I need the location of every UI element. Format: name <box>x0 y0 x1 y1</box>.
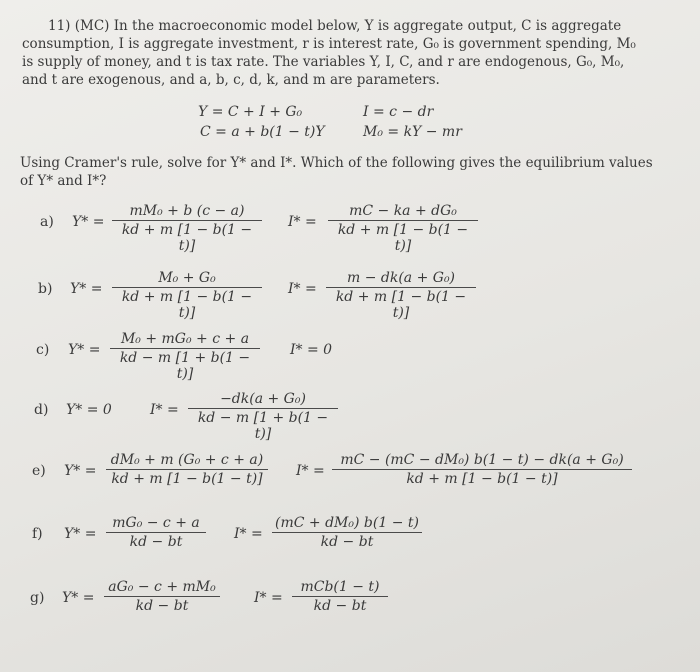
model-eq-1: Y = C + I + G₀ <box>198 104 303 120</box>
model-eq-3: C = a + b(1 − t)Y <box>200 124 325 140</box>
y-star-lhs: Y* = <box>72 214 105 230</box>
i-star-denominator: kd − bt <box>313 598 367 614</box>
prompt-line-2: of Y* and I*? <box>20 173 107 189</box>
question-text <box>22 17 662 89</box>
y-star-fraction <box>106 452 268 487</box>
prompt-text <box>20 154 660 190</box>
option-label: c) <box>36 342 50 358</box>
i-star-fraction <box>328 203 478 254</box>
y-star-lhs: Y* = <box>62 590 95 606</box>
i-star-lhs: I* = <box>234 526 263 542</box>
y-star-numerator: aG₀ − c + mM₀ <box>104 579 220 597</box>
i-star-denominator: kd − bt <box>320 534 374 550</box>
y-star-fraction <box>106 515 206 550</box>
i-star-numerator: m − dk(a + G₀) <box>326 270 476 288</box>
i-star-fraction <box>292 579 388 614</box>
y-star-numerator: dM₀ + m (G₀ + c + a) <box>106 452 268 470</box>
y-star-denominator: kd − bt <box>135 598 189 614</box>
option-label: e) <box>32 463 46 479</box>
i-star-value: I* = 0 <box>290 342 333 358</box>
y-star-numerator: M₀ + mG₀ + c + a <box>110 331 260 349</box>
y-star-numerator: M₀ + G₀ <box>112 270 262 288</box>
i-star-denominator: kd − m [1 + b(1 − t)] <box>197 410 329 442</box>
option-label: f) <box>32 526 43 542</box>
y-star-lhs: Y* = <box>68 342 101 358</box>
i-star-denominator: kd + m [1 − b(1 − t)] <box>337 222 469 254</box>
i-star-numerator: −dk(a + G₀) <box>188 391 338 409</box>
y-star-lhs: Y* = <box>64 463 97 479</box>
model-eq-4: M₀ = kY − mr <box>363 124 462 140</box>
y-star-lhs: Y* = <box>64 526 97 542</box>
i-star-numerator: mCb(1 − t) <box>292 579 388 597</box>
option-label: d) <box>34 402 49 418</box>
model-eq-2: I = c − dr <box>363 104 434 120</box>
question-line-1: 11) (MC) In the macroeconomic model below, Y is aggregate output, C is aggregate <box>48 18 622 34</box>
i-star-fraction <box>332 452 632 487</box>
i-star-lhs: I* = <box>296 463 325 479</box>
y-star-lhs: Y* = <box>70 281 103 297</box>
i-star-fraction <box>326 270 476 321</box>
option-label: b) <box>38 281 53 297</box>
i-star-lhs: I* = <box>288 214 317 230</box>
i-star-lhs: I* = <box>150 402 179 418</box>
i-star-denominator: kd + m [1 − b(1 − t)] <box>335 289 467 321</box>
i-star-lhs: I* = <box>288 281 317 297</box>
y-star-denominator: kd + m [1 − b(1 − t)] <box>121 289 253 321</box>
option-label: g) <box>30 590 45 606</box>
i-star-fraction <box>272 515 422 550</box>
i-star-numerator: mC − ka + dG₀ <box>328 203 478 221</box>
y-star-denominator: kd − m [1 + b(1 − t)] <box>119 350 251 382</box>
y-star-denominator: kd − bt <box>129 534 183 550</box>
y-star-fraction <box>104 579 220 614</box>
i-star-numerator: (mC + dM₀) b(1 − t) <box>272 515 422 533</box>
y-star-numerator: mM₀ + b (c − a) <box>112 203 262 221</box>
i-star-lhs: I* = <box>254 590 283 606</box>
i-star-numerator: mC − (mC − dM₀) b(1 − t) − dk(a + G₀) <box>332 452 632 470</box>
i-star-fraction <box>188 391 338 442</box>
y-star-numerator: mG₀ − c + a <box>106 515 206 533</box>
question-line-2: consumption, I is aggregate investment, r is interest rate, G₀ is government spending, M₀ <box>22 36 636 52</box>
option-label: a) <box>40 214 54 230</box>
question-line-3: is supply of money, and t is tax rate. The variables Y, I, C, and r are endogenous, G₀, M₀, <box>22 54 625 70</box>
question-line-4: and t are exogenous, and a, b, c, d, k, and m are parameters. <box>22 72 440 88</box>
y-star-fraction <box>110 331 260 382</box>
y-star-fraction <box>112 203 262 254</box>
prompt-line-1: Using Cramer's rule, solve for Y* and I*. Which of the following gives the equilibrium values <box>20 155 653 171</box>
y-star-denominator: kd + m [1 − b(1 − t)] <box>121 222 253 254</box>
y-star-value: Y* = 0 <box>66 402 112 418</box>
y-star-denominator: kd + m [1 − b(1 − t)] <box>111 471 263 487</box>
i-star-denominator: kd + m [1 − b(1 − t)] <box>406 471 558 487</box>
y-star-fraction <box>112 270 262 321</box>
